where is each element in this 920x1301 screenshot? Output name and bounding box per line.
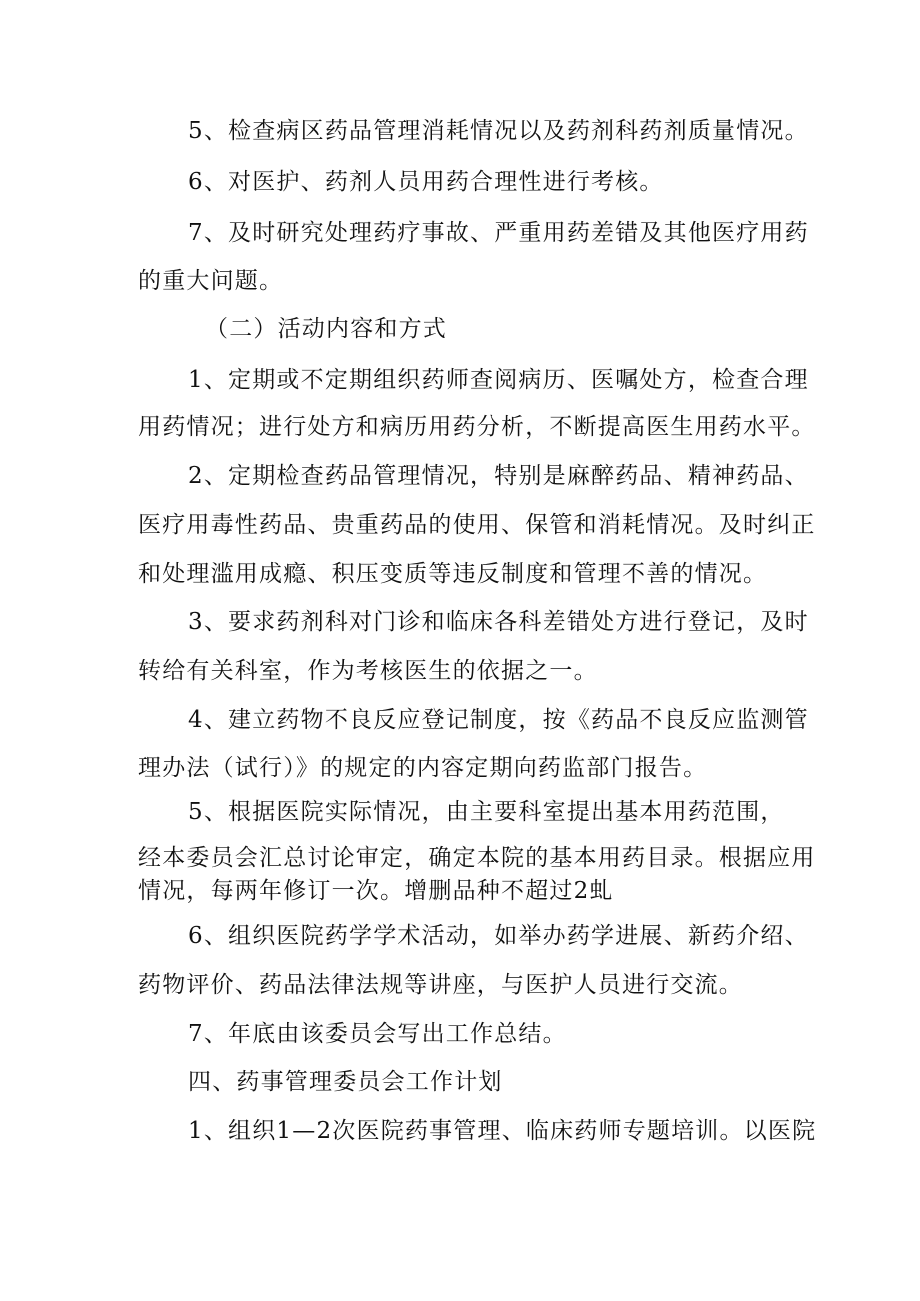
paragraph-line: 的重大问题。 <box>138 268 284 294</box>
paragraph-line: 医疗用毒性药品、贵重药品的使用、保管和消耗情况。及时纠正 <box>138 512 816 538</box>
paragraph-line: 7、及时研究处理药疗事故、严重用药差错及其他医疗用药 <box>188 220 809 246</box>
paragraph-line: 4、建立药物不良反应登记制度，按《药品不良反应监测管 <box>188 707 809 733</box>
paragraph-line: 转给有关科室，作为考核医生的依据之一。 <box>138 658 598 684</box>
paragraph-line: 3、要求药剂科对门诊和临床各科差错处方进行登记，及时 <box>188 609 809 635</box>
paragraph-line: 情况，每两年修订一次。增删品种不超过2虬 <box>138 878 614 904</box>
section-heading: （二）活动内容和方式 <box>205 316 447 342</box>
paragraph-line: 1、组织1—2次医院药事管理、临床药师专题培训。以医院 <box>188 1118 817 1144</box>
paragraph-line: 6、组织医院药学学术活动，如举办药学进展、新药介绍、 <box>188 923 809 949</box>
paragraph-line: 1、定期或不定期组织药师查阅病历、医嘱处方，检查合理 <box>188 367 809 393</box>
paragraph-line: 7、年底由该委员会写出工作总结。 <box>188 1021 567 1047</box>
paragraph-line: 5、检查病区药品管理消耗情况以及药剂科药剂质量情况。 <box>188 118 809 144</box>
paragraph-line: 经本委员会汇总讨论审定，确定本院的基本用药目录。根据应用 <box>138 845 816 871</box>
section-heading: 四、药事管理委员会工作计划 <box>188 1069 503 1095</box>
paragraph-line: 和处理滥用成瘾、积压变质等违反制度和管理不善的情况。 <box>138 561 768 587</box>
paragraph-line: 理办法（试行）》的规定的内容定期向药监部门报告。 <box>138 755 708 781</box>
paragraph-line: 2、定期检查药品管理情况，特别是麻醉药品、精神药品、 <box>188 463 809 489</box>
paragraph-line: 6、对医护、药剂人员用药合理性进行考核。 <box>188 169 664 195</box>
paragraph-line: 药物评价、药品法律法规等讲座，与医护人员进行交流。 <box>138 972 743 998</box>
paragraph-line: 用药情况；进行处方和病历用药分析，不断提高医生用药水平。 <box>138 414 816 440</box>
paragraph-line: 5、根据医院实际情况，由主要科室提出基本用药范围， <box>188 799 785 825</box>
